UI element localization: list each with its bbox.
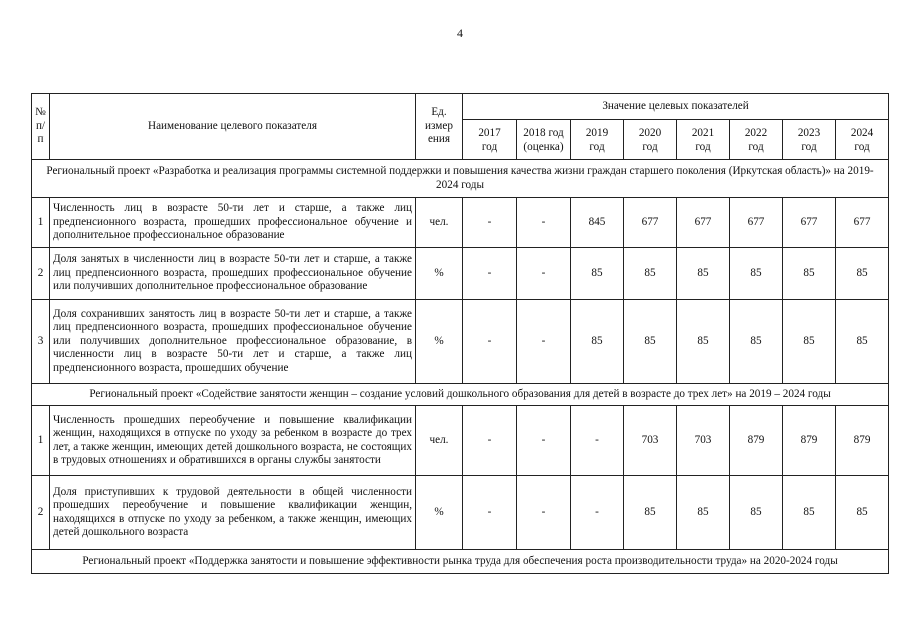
- indicator-value: 879: [836, 406, 889, 476]
- row-number: 2: [32, 248, 50, 300]
- indicator-value: 85: [677, 248, 730, 300]
- indicator-value: -: [517, 476, 571, 550]
- indicator-unit: %: [416, 300, 463, 384]
- header-year-label: 2023: [797, 126, 821, 139]
- indicator-value: 85: [836, 476, 889, 550]
- indicator-value: 85: [624, 476, 677, 550]
- table-row: [32, 406, 889, 476]
- header-year: [517, 120, 571, 160]
- indicator-value: -: [463, 300, 517, 384]
- indicator-value: 703: [677, 406, 730, 476]
- indicator-value: 85: [571, 300, 624, 384]
- header-year-sub: год: [748, 140, 764, 153]
- section-row: [32, 550, 889, 574]
- header-year-label: 2019: [585, 126, 609, 139]
- indicator-value: 85: [836, 248, 889, 300]
- header-year-sub: (оценка): [523, 140, 564, 153]
- indicator-value: 677: [730, 198, 783, 248]
- indicator-value: 703: [624, 406, 677, 476]
- indicator-unit: %: [416, 248, 463, 300]
- page-number: 4: [457, 26, 463, 40]
- indicator-value: 85: [730, 476, 783, 550]
- section-title: Региональный проект «Поддержка занятости и повышение эффективности рынка труда для обеспечения роста производительности труда» на 2020-2024 годы: [32, 550, 889, 574]
- header-year-label: 2020: [638, 126, 662, 139]
- indicator-value: 85: [783, 476, 836, 550]
- indicator-value: 85: [836, 300, 889, 384]
- indicator-value: -: [463, 248, 517, 300]
- table-row: [32, 476, 889, 550]
- header-year-label: 2018 год: [523, 126, 564, 139]
- indicator-name: Численность лиц в возрасте 50-ти лет и старше, а также лиц предпенсионного возраста, прошедших профессиональное обучение и дополнительное профессиональное образование: [50, 198, 416, 248]
- indicator-value: 85: [730, 248, 783, 300]
- header-year: [677, 120, 730, 160]
- indicator-value: 677: [783, 198, 836, 248]
- header-year: [624, 120, 677, 160]
- indicator-name: Доля сохранивших занятость лиц в возрасте 50-ти лет и старше, а также лиц предпенсионного возраста, прошедших профессиональное обучение или получивших дополнительное профессиональное образование, в численности лиц в возрасте 50-ти лет и старше, а также лиц предпенсионного возраста, прошедших обучение: [50, 300, 416, 384]
- indicator-name: Численность прошедших переобучение и повышение квалификации женщин, находящихся в отпуске по уходу за ребенком в возрасте до трех лет, а также женщин, имеющих детей дошкольного возраста, не состоящих в трудовых отношениях и обратившихся в органы службы занятости: [50, 406, 416, 476]
- indicator-value: 85: [571, 248, 624, 300]
- indicator-value: 879: [783, 406, 836, 476]
- header-year-sub: год: [481, 140, 498, 153]
- indicator-value: -: [517, 406, 571, 476]
- indicator-value: 677: [677, 198, 730, 248]
- indicator-value: -: [517, 248, 571, 300]
- indicator-unit: чел.: [416, 406, 463, 476]
- indicator-value: 845: [571, 198, 624, 248]
- header-name: Наименование целевого показателя: [50, 94, 416, 160]
- indicator-value: -: [571, 406, 624, 476]
- indicator-value: -: [463, 406, 517, 476]
- header-year-sub: год: [854, 140, 870, 153]
- section-row: [32, 384, 889, 406]
- header-year-sub: год: [801, 140, 817, 153]
- indicator-value: 85: [783, 248, 836, 300]
- header-num: № п/п: [32, 94, 50, 160]
- indicator-value: -: [571, 476, 624, 550]
- indicator-value: -: [463, 476, 517, 550]
- header-year: [783, 120, 836, 160]
- header-year: [730, 120, 783, 160]
- indicator-value: 879: [730, 406, 783, 476]
- table-body: [32, 160, 889, 574]
- indicator-value: 677: [624, 198, 677, 248]
- indicator-value: 85: [624, 300, 677, 384]
- header-year: [463, 120, 517, 160]
- indicator-value: 677: [836, 198, 889, 248]
- table-row: [32, 248, 889, 300]
- table-header: [32, 94, 889, 160]
- header-year-sub: год: [695, 140, 711, 153]
- header-year-sub: год: [642, 140, 658, 153]
- indicator-name: Доля приступивших к трудовой деятельности в общей численности прошедших переобучение и повышение квалификации женщин, находящихся в отпуске по уходу за ребенком, а также женщин, имеющих детей дошкольного возраста: [50, 476, 416, 550]
- indicator-value: -: [517, 300, 571, 384]
- header-year-label: 2022: [744, 126, 768, 139]
- header-year-label: 2024: [850, 126, 874, 139]
- indicator-value: 85: [730, 300, 783, 384]
- indicator-value: 85: [677, 300, 730, 384]
- indicator-value: 85: [624, 248, 677, 300]
- row-number: 1: [32, 406, 50, 476]
- indicator-value: -: [463, 198, 517, 248]
- header-year: [836, 120, 889, 160]
- section-title: Региональный проект «Разработка и реализация программы системной поддержки и повышения качества жизни граждан старшего поколения (Иркутская область)» на 2019-2024 годы: [32, 160, 889, 198]
- indicator-name: Доля занятых в численности лиц в возрасте 50-ти лет и старше, а также лиц предпенсионного возраста, прошедших профессиональное обучение или получивших дополнительное профессиональное образование: [50, 248, 416, 300]
- indicator-value: 85: [677, 476, 730, 550]
- header-values-group: Значение целевых показателей: [463, 94, 889, 120]
- indicator-unit: чел.: [416, 198, 463, 248]
- row-number: 1: [32, 198, 50, 248]
- indicator-value: 85: [783, 300, 836, 384]
- target-indicators-table: [31, 93, 889, 574]
- table-row: [32, 300, 889, 384]
- row-number: 3: [32, 300, 50, 384]
- indicator-unit: %: [416, 476, 463, 550]
- header-year-label: 2017: [478, 126, 501, 139]
- header-year: [571, 120, 624, 160]
- section-row: [32, 160, 889, 198]
- row-number: 2: [32, 476, 50, 550]
- header-unit: Ед. измер ения: [416, 94, 463, 160]
- indicator-value: -: [517, 198, 571, 248]
- header-year-label: 2021: [691, 126, 715, 139]
- header-year-sub: год: [589, 140, 605, 153]
- table-row: [32, 198, 889, 248]
- section-title: Региональный проект «Содействие занятости женщин – создание условий дошкольного образования для детей в возрасте до трех лет» на 2019 – 2024 годы: [32, 384, 889, 406]
